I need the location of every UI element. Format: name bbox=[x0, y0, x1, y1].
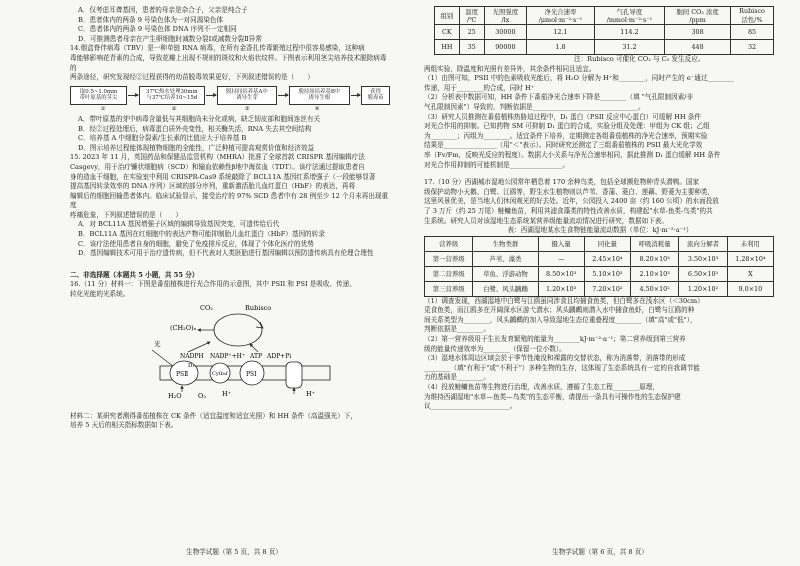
question-16-parts bbox=[424, 65, 776, 171]
table-cell: 1.20×10³ bbox=[538, 281, 584, 296]
option-line: D．图示培养过程能体现植物细胞的全能性，广泛种植可提高观赏价值和经济效益 bbox=[78, 143, 315, 152]
question-line: 传递，用于________的合成，同时 H⁺ bbox=[424, 83, 535, 92]
table-cell: 12.1 bbox=[527, 25, 595, 40]
table-cell: 1.20×10² bbox=[679, 281, 727, 296]
question-line: 生系统。研究人员对该湿地生态系统某营养级能量流动情况进行研究，数据如下表。 bbox=[424, 216, 668, 225]
question-line: 级的能量传递效率为________（保留一位小数）。 bbox=[424, 344, 566, 353]
table-header-cell: 流向分解者 bbox=[679, 236, 727, 251]
flow-step-labels bbox=[70, 106, 390, 112]
question-14-stem bbox=[70, 44, 390, 82]
question-line: （1）调查发现，西湖湿地中白鹭与江鸥虽同涉食且均捕食鱼类，但白鹭多在浅水区（＜30cm） bbox=[424, 296, 704, 305]
question-line: 结果是________________（用"＜"表示）。同时研究还测定了三组番茄植株的 PSII 最大光化学效 bbox=[424, 141, 703, 150]
question-line: 毒能够影响花青素的合成，导致花瓣上出现不规则的斑纹和火焰状纹样。下图表示利用茎尖培养技术脱除病毒的 bbox=[70, 53, 387, 72]
prev-question-options bbox=[70, 6, 390, 44]
light-label: 光 bbox=[154, 339, 161, 348]
question-line: （4）投放鲢鳙鱼苗等生物进行治理，改善水质，遵循了生态工程________原理， bbox=[424, 383, 659, 392]
table-header-cell: 胞间 CO₂ 浓度 /ppm bbox=[665, 7, 731, 25]
question-line: 两条途径，研究发现经②过程获得的幼苗脱毒效果更好，下列叙述错误的是（ ） bbox=[70, 73, 314, 82]
table-header-cell: Rubisco 活性/% bbox=[731, 7, 774, 25]
table-cell: 8.50×10³ bbox=[538, 266, 584, 281]
question-line: 了 3 万斤（约 25 万尾）鲢鳙鱼苗，利用其滤食藻类的特性改善水质，构建起"水草-鱼类-鸟类"的共 bbox=[424, 206, 713, 215]
question-line: 觅食鱼类，而江鸥多在开阔深水区游弋潜水；风头鸊鷉则潜入水中捕食鱼虾，白鹭与江鸥的种 bbox=[424, 306, 695, 315]
option-line: C．患者体内的两条 9 号染色体 DNA 序列不一定相同 bbox=[78, 25, 237, 34]
photosynthesis-data-table bbox=[434, 6, 774, 55]
question-line: （2）分析表中数据可知，HH 条件下番茄净光合速率下降是________（填 "气孔限制因素/非 bbox=[424, 93, 694, 102]
calvin-cycle-icon bbox=[214, 314, 262, 346]
question-line: 力的基础是________。 bbox=[424, 373, 490, 382]
photosynthesis-diagram bbox=[70, 300, 370, 412]
material-2-text bbox=[70, 412, 390, 431]
table-row bbox=[435, 40, 774, 55]
question-17-parts bbox=[424, 297, 776, 412]
question-15-stem bbox=[70, 153, 390, 220]
flow-label: ① bbox=[100, 105, 106, 112]
nadph-label: NADPH bbox=[180, 352, 204, 360]
table-cell: 8.20×10³ bbox=[630, 251, 678, 266]
question-line: 议________________________。 bbox=[424, 402, 517, 411]
question-line: 气孔限制因素"）导致的，判断依据是________________________________。 bbox=[424, 102, 645, 111]
table-cell: 第一营养级 bbox=[425, 251, 473, 266]
table-cell: X bbox=[727, 266, 773, 281]
table-cell: 白鹭、风头鸊鷉 bbox=[473, 281, 538, 296]
flow-step-3: 脱持间培养基A中 诱导生芽 bbox=[217, 86, 278, 105]
table-row bbox=[425, 251, 774, 266]
flow-arrow bbox=[351, 95, 360, 96]
table-cell: HH bbox=[435, 40, 460, 55]
question-line: 培养 5 天后的相关指标数据如下表。 bbox=[70, 421, 178, 430]
option-line: B．经②过程处理后，病毒蛋白质外壳变性，相关酶失活，RNA 失去其空间结构 bbox=[78, 124, 312, 133]
table-cell: 5.10×10³ bbox=[584, 266, 630, 281]
question-line: 编辑后的细胞回输患者体内。临床试验显示，接受治疗的 97% SCD 患者中有 28 例至少 12 个月未再出现重度 bbox=[70, 191, 389, 210]
option-line: D．基因编辑技术可用于治疗遗传病，但不代表对人类胚胎进行基因编辑以预防遗传病具有伦理合理性 bbox=[78, 249, 374, 258]
question-line: 提高基因转录效率的 DNA 序列）区域的部分序列，重新激活胎儿血红蛋白（HbF）的表达，再将 bbox=[70, 182, 356, 191]
table-cell: 2.10×10³ bbox=[630, 266, 678, 281]
option-line: D．可推测患者母亲在产生卵细胞时减数分裂Ⅰ或减数分裂Ⅱ异常 bbox=[78, 34, 262, 43]
table-cell: 31.2 bbox=[594, 40, 664, 55]
table-cell: 32 bbox=[731, 40, 774, 55]
flow-step-5: 获得 脱毒苗 bbox=[361, 86, 390, 105]
question-line: （2）第一营养级用于生长发育繁殖的能量为________kJ·m⁻²·a⁻¹；第二营养级到第三营养 bbox=[424, 335, 686, 344]
question-14-options bbox=[70, 115, 390, 153]
question-line: 率（Fv/Fm，反映光反应的程度）。数据大小关系与净光合速率相同，据此推测 D₁ 蛋白缓解 HH 条件 bbox=[424, 150, 721, 159]
psii-label: PSⅡ bbox=[176, 370, 189, 378]
atp-label: ATP bbox=[250, 352, 263, 360]
table-cell: CK bbox=[435, 25, 460, 40]
question-line: Casgevy，用于治疗镰状细胞病（SCD）和输血依赖性β地中海贫血（TDT）。该疗法通过提取患者自 bbox=[70, 162, 365, 171]
option-line: A．带叶原基的芽中病毒含量低与其细胞尚未分化或病，缺乏韧皮部和胞间连丝有关 bbox=[78, 114, 321, 123]
cytb6f-label: Cytb₆f bbox=[212, 370, 228, 377]
flow-step-2: 37℃热水处理30min 与37℃培养10~15d bbox=[139, 86, 206, 105]
question-line: 判断依据是________。 bbox=[424, 325, 490, 334]
question-line: 16.（11 分）材料一：下图是番茄植株进行光合作用的示意图，其中 PSII 和 PSI 是吸收、传递、 bbox=[70, 280, 356, 289]
table-row bbox=[435, 25, 774, 40]
table-cell: 1.28×10⁴ bbox=[727, 251, 773, 266]
table-cell: 30000 bbox=[484, 25, 527, 40]
table-header-cell: 组别 bbox=[435, 7, 460, 25]
table-cell: 9.0×10 bbox=[727, 281, 773, 296]
question-line: 为________；丙组为________。适宜条件下培养，定期测定各组番茄植株的净光合速率，预期实验 bbox=[424, 131, 708, 140]
question-line: 对光合作用的抑制。已知药物 SM 可抑制 D₁ 蛋白的合成，实验分组及处理：甲组为 CK 组；乙组 bbox=[424, 122, 710, 131]
flow-arrow bbox=[128, 95, 137, 96]
flow-arrow bbox=[278, 95, 287, 96]
question-line: 为维持西湖湿地"水草—鱼类—鸟类"的生态平衡，请提出一条具有可操作性的生态保护建 bbox=[424, 392, 681, 401]
table-cell: 35 bbox=[459, 40, 484, 55]
table-cell: 芦苇、藻类 bbox=[473, 251, 538, 266]
rubisco-label: Rubisco bbox=[245, 303, 272, 312]
option-line: C．培养基 A 中细胞分裂素/生长素的比值应大于培养基 B bbox=[78, 134, 247, 143]
flow-label: ④ bbox=[314, 105, 320, 112]
question-17-stem bbox=[424, 178, 776, 226]
page-footer: 生物学试题（第 5 页，共 8 页） bbox=[186, 548, 282, 556]
flow-step-4: 脱持间培养基B中 诱导生根 bbox=[289, 86, 350, 105]
question-line: 两组实验，除温度和光照有差异外，其余条件相同且适宜。 bbox=[424, 64, 596, 73]
table-header-cell: 同化量 bbox=[584, 236, 630, 251]
right-page bbox=[400, 0, 800, 566]
table-cell: 85 bbox=[731, 25, 774, 40]
table-cell: — bbox=[538, 251, 584, 266]
h-plus-label: H⁺ bbox=[222, 389, 232, 398]
table-header-cell: 净光合速率 /μmol·m⁻²·s⁻¹ bbox=[527, 7, 595, 25]
atp-synthase bbox=[286, 362, 302, 388]
table-cell: 7.20×10² bbox=[584, 281, 630, 296]
question-line: 材料二：某研究者测得番茄植株在 CK 条件（适宜温度和适宜光照）和 HH 条件（高温强光）下， bbox=[70, 411, 358, 420]
virus-removal-flowchart bbox=[70, 86, 390, 105]
option-line: C．该疗法使用患者自身的细胞，避免了免疫排斥反应，体现了个体化医疗的优势 bbox=[78, 239, 314, 248]
table-header-cell: 摄入量 bbox=[538, 236, 584, 251]
h2o-label: H₂O bbox=[168, 391, 182, 400]
question-line: 疼痛危象，下列叙述错误的是（ ） bbox=[70, 210, 183, 219]
table-note: 注：Rubisco 可催化 CO₂ 与 C₅ 发生反应。 bbox=[574, 55, 705, 63]
table-cell: 448 bbox=[665, 40, 731, 55]
question-line: 转化光能的光系统。 bbox=[70, 290, 130, 299]
h-plus-label-2: H⁺ bbox=[306, 389, 316, 398]
table-cell: 第二营养级 bbox=[425, 266, 473, 281]
table-cell: 草鱼、浮游动物 bbox=[473, 266, 538, 281]
option-line: B．BCL11A 基因在红细胞中的表达产物可能抑制胎儿血红蛋白（HbF）基因的转录 bbox=[78, 230, 325, 239]
energy-flow-table bbox=[424, 236, 774, 297]
question-line: ________（填"有利于"或"不利于"）多种生物的生存，这体现了生态系统具有一定的自我调节能 bbox=[424, 363, 700, 372]
question-line: （3）研究人员推测在番茄植株热胁迫过程中，D₁ 蛋白（PSII 反应中心蛋白）可缓解 HH 条件 bbox=[424, 112, 701, 121]
table-cell: 6.50×10² bbox=[679, 266, 727, 281]
question-line: 15. 2023 年 11 月，英国药品和保健品监管机构（MHRA）批准了全球首款 CRISPR 基因编辑疗法 bbox=[70, 153, 365, 162]
psi-label: PSⅠ bbox=[246, 370, 257, 378]
table-2-caption: 表：西湖湿地某水生食物链能量流动数据（单位：kJ·m⁻²·a⁻¹） bbox=[507, 226, 693, 235]
table-row bbox=[425, 266, 774, 281]
option-line: A．对 BCL11A 基因增强子区域的编辑导致基因突变，可遗传给后代 bbox=[78, 220, 280, 229]
question-line: 对光合作用抑制的可能机制是________________。 bbox=[424, 160, 570, 169]
question-15-options bbox=[70, 220, 390, 258]
table-cell: 第三营养级 bbox=[425, 281, 473, 296]
table-cell: 3.50×10³ bbox=[679, 251, 727, 266]
table-row bbox=[425, 281, 774, 296]
question-line: 14.烟盒脊伴病毒（TBV）是一种单链 RNA 病毒，在所有金香扎传毒繁殖过程中很容易感染，这种病 bbox=[70, 44, 365, 53]
question-line: （3）湿地水体周边区域会於于季节性淹没和裸露的交替状态，称为消落带，消落带的形成 bbox=[424, 354, 686, 363]
adp-label: ADP+Pi bbox=[267, 352, 292, 360]
question-line: 级保护动物小天鹅、白鹭、江鸥等，野生水生植物则以芦苇、香蒲、菱白、莲藕、野菱为主要种类， bbox=[424, 187, 715, 196]
table-header-cell: 光照强度 /lx bbox=[484, 7, 527, 25]
option-line: B．患者体内的两条 9 号染色体为一对同源染色体 bbox=[78, 15, 224, 24]
page-footer: 生物学试题（第 6 页，共 8 页） bbox=[552, 548, 648, 556]
table-header-cell: 未利用 bbox=[727, 236, 773, 251]
question-16-stem bbox=[70, 280, 390, 299]
table-header-cell: 温度 /℃ bbox=[459, 7, 484, 25]
table-header-cell: 生物类群 bbox=[473, 236, 538, 251]
co2-label: CO₂ bbox=[200, 303, 213, 312]
section-heading: 二、非选择题（本题共 5 小题，共 55 分） bbox=[70, 270, 199, 279]
question-line: 间关系类型为________，风头鸊鷉的加入导致湿地生态位重叠程度________（填"高"或"低"）， bbox=[424, 315, 697, 324]
flow-step-1: 取0.5~1.0mm 带叶原基的茎尖 bbox=[70, 86, 127, 105]
flow-arrow bbox=[206, 95, 215, 96]
table-cell: 1.8 bbox=[527, 40, 595, 55]
o2-label: O₂ bbox=[198, 391, 206, 400]
table-cell: 90000 bbox=[484, 40, 527, 55]
table-cell: 308 bbox=[665, 25, 731, 40]
table-cell: 25 bbox=[459, 25, 484, 40]
table-header-cell: 营养级 bbox=[425, 236, 473, 251]
flow-label: ② bbox=[171, 105, 177, 112]
question-line: 这里风景优美，是当地人们休闲观光的好去处。近年，公园投入 2400 亩（约 160 公顷）的水面投放 bbox=[424, 197, 719, 206]
table-cell: 114.2 bbox=[594, 25, 664, 40]
nadp-label: NADP⁺+H⁺ bbox=[210, 352, 246, 360]
option-line: A．仅考虑耳聋基因，患者的母亲是杂合子，父亲是纯合子 bbox=[78, 6, 248, 14]
ch2o-label: (CH₂O)ₙ bbox=[170, 323, 197, 332]
d1-label: D₁ bbox=[188, 362, 195, 369]
table-cell: 2.45×10⁴ bbox=[584, 251, 630, 266]
question-line: 身的造血干细胞，在实验室中利用 CRISPR-Cas9 系统敲除了 BCL11A 基因红系增强子（一段能够显著 bbox=[70, 172, 376, 181]
table-cell: 4.50×10² bbox=[630, 281, 678, 296]
flow-label: ③ bbox=[244, 105, 250, 112]
table-header-cell: 气孔导度 /mmol·m⁻²·s⁻¹ bbox=[594, 7, 664, 25]
question-line: 17.（10 分）西湖城市湿地公园常年栖息着 170 余种鸟类，包括全球濒危物种青头潜鸭。国家 bbox=[424, 178, 700, 187]
question-line: （1）由图可知，PSII 中的色素吸收光能后，将 H₂O 分解为 H⁺和________，同时产生的 e⁻通过________ bbox=[424, 74, 734, 83]
table-header-cell: 呼吸消耗量 bbox=[630, 236, 678, 251]
